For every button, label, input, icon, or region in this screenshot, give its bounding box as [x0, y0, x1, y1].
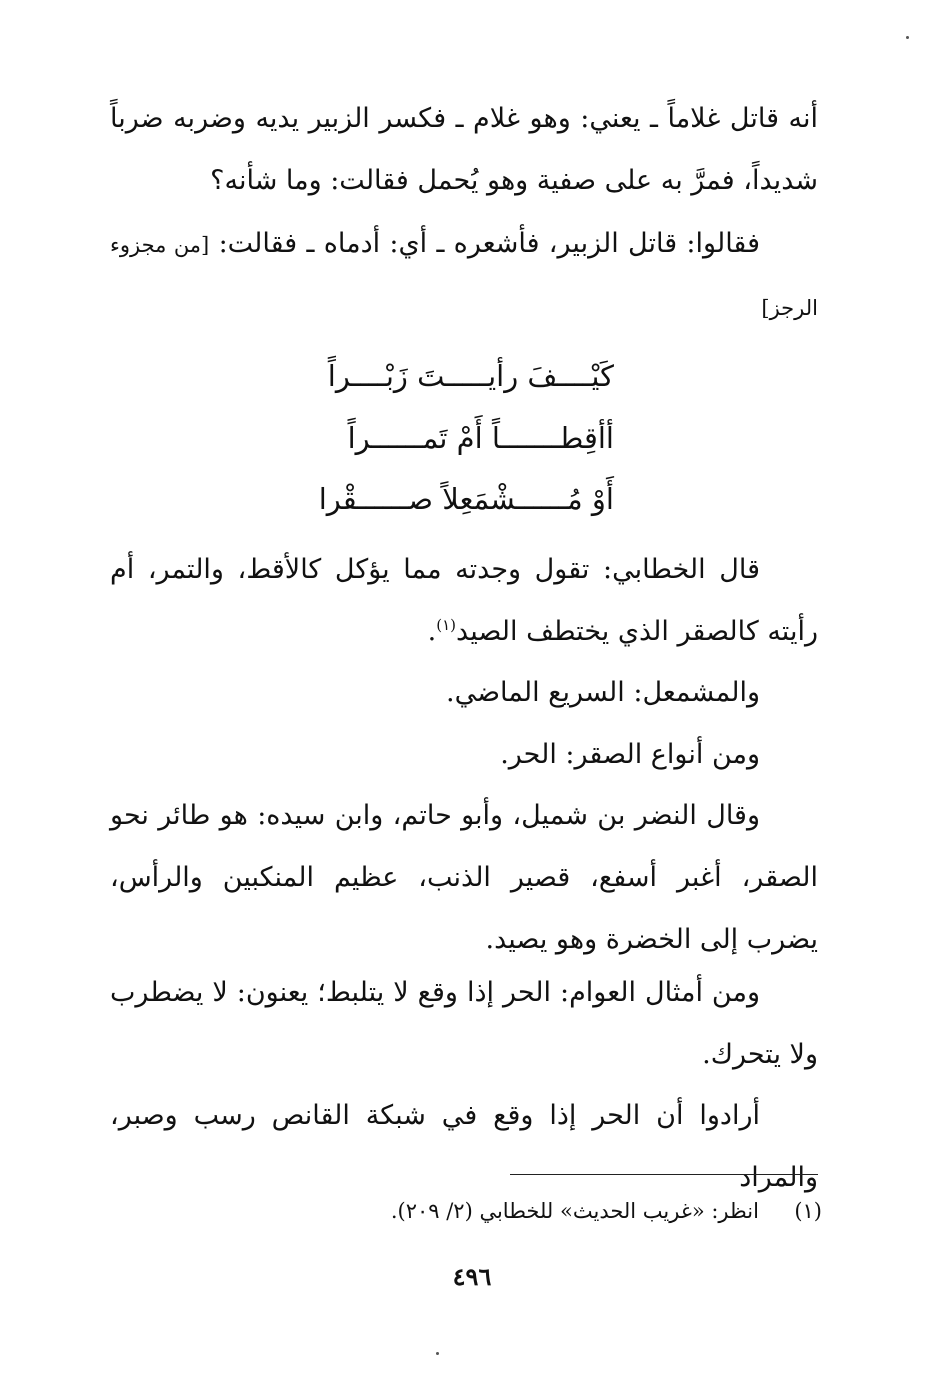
scan-speck [436, 1352, 439, 1355]
footnote-separator [510, 1174, 818, 1175]
paragraph-5-text: ومن أنواع الصقر: الحر. [500, 739, 760, 770]
paragraph-2-text [110, 213, 818, 339]
paragraph-2-main: فقالوا: قاتل الزبير، فأشعره ـ أي: أدماه ـ فقالت: [209, 228, 760, 259]
footnote-text: انظر: «غريب الحديث» للخطابي (٢/ ٢٠٩). [390, 1199, 759, 1223]
meter-tag: [من مجزوء الرجز] [110, 233, 818, 320]
paragraph-8 [110, 1085, 818, 1209]
paragraph-6-text: وقال النضر بن شميل، وأبو حاتم، وابن سيده: هو طائر نحو الصقر، أغبر أسفع، قصير الذنب، عظيم المنكبين والرأس، يضرب إلى الخضرة وهو يصيد. [110, 800, 818, 955]
paragraph-1-text: أنه قاتل غلاماً ـ يعني: وهو غلام ـ فكسر الزبير يديه وضربه ضرباً شديداً، فمرَّ به على صفية وهو يُحمل فقالت: وما شأنه؟ [110, 103, 818, 196]
paragraph-4 [110, 662, 818, 724]
paragraph-6 [110, 785, 818, 971]
paragraph-3-text [110, 539, 818, 663]
verse-line-3: أَوْ مُــــــشْمَعِلاً صــــــقْرا [318, 482, 614, 516]
footnote [300, 1195, 822, 1227]
paragraph-7 [110, 962, 818, 1086]
scan-speck [906, 36, 909, 39]
verse-line-1: كَيْــــفَ رأيـــــتَ زَبْــــراً [327, 359, 614, 393]
paragraph-7-text: ومن أمثال العوام: الحر إذا وقع لا يتلبط؛ يعنون: لا يضطرب ولا يتحرك. [110, 977, 818, 1070]
paragraph-3-main: قال الخطابي: تقول وجدته مما يؤكل كالأقط، والتمر، أم رأيته كالصقر الذي يختطف الصيد [110, 554, 818, 647]
paragraph-8-text: أرادوا أن الحر إذا وقع في شبكة القانص رسب وصبر، والمراد [110, 1100, 818, 1193]
footnote-reference: (١) [436, 616, 457, 634]
paragraph-2 [110, 213, 818, 339]
page-number: ٤٩٦ [452, 1262, 492, 1291]
paragraph-3 [110, 539, 818, 663]
paragraph-3-end: . [427, 616, 437, 647]
paragraph-5 [110, 724, 818, 786]
verse-line-2: أأقِطـــــــاً أَمْ تَمــــــراً [347, 421, 614, 455]
footnote-number: (١) [794, 1199, 822, 1223]
paragraph-1 [110, 88, 818, 212]
paragraph-4-text: والمشمعل: السريع الماضي. [446, 677, 760, 708]
